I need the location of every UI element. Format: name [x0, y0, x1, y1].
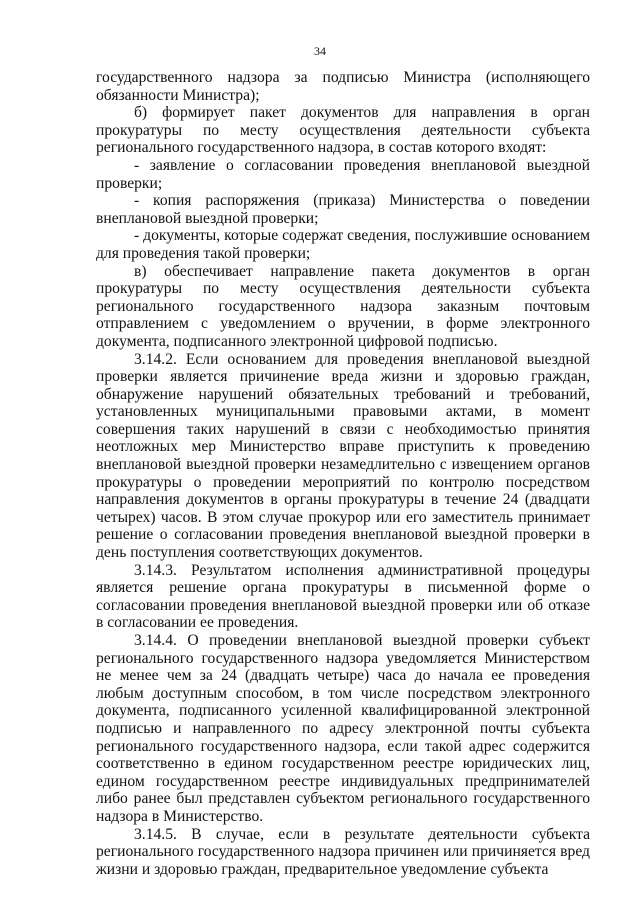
paragraph-item-b: б) формирует пакет документов для направления в орган прокуратуры по месту осуществления деятельности субъекта регионального государственного надзора, в состав которого входят:: [96, 104, 590, 157]
paragraph-3-14-4: 3.14.4. О проведении внеплановой выездной проверки субъект регионального государственного надзора уведомляется Министерством не менее чем за 24 (двадцать четыре) часа до начала ее проведения любым доступным способом, в том числе посредством электронного документа, подписанного усиленной квалифицированной электронной подписью и направленного по адресу электронной почты субъекта регионального государственного надзора, если такой адрес содержится соответственно в едином государственном реестре юридических лиц, едином государственном реестре индивидуальных предпринимателей либо ранее был представлен субъектом регионального государственного надзора в Министерство.: [96, 632, 590, 825]
paragraph-3-14-3: 3.14.3. Результатом исполнения административной процедуры является решение органа прокуратуры в письменной форме о согласовании проведения внеплановой выездной проверки или об отказе в согласовании ее проведения.: [96, 561, 590, 632]
page-number: 34: [314, 44, 326, 58]
document-body: [96, 69, 590, 878]
list-item-documents: - документы, которые содержат сведения, послужившие основанием для проведения такой проверки;: [96, 227, 590, 262]
paragraph-item-v: в) обеспечивает направление пакета документов в орган прокуратуры по месту осуществления деятельности субъекта регионального государственного надзора заказным почтовым отправлением с уведомлением о вручении, в форме электронного документа, подписанного электронной цифровой подписью.: [96, 262, 590, 350]
list-item-application: - заявление о согласовании проведения внеплановой выездной проверки;: [96, 156, 590, 192]
paragraph-3-14-5: 3.14.5. В случае, если в результате деятельности субъекта регионального государственного надзора причинен или причиняется вред жизни и здоровью граждан, предварительное уведомление субъекта: [96, 825, 590, 878]
paragraph-3-14-2: 3.14.2. Если основанием для проведения внеплановой выездной проверки является причинение вреда жизни и здоровью граждан, обнаружение нарушений обязательных требований и требований, установленных муниципальными правовыми актами, в момент совершения таких нарушений в связи с необходимостью принятия неотложных мер Министерство вправе приступить к проведению внеплановой выездной проверки незамедлительно с извещением органов прокуратуры о проведении мероприятий по контролю посредством направления документов в органы прокуратуры в течение 24 (двадцати четырех) часов. В этом случае прокурор или его заместитель принимает решение о согласовании проведения внеплановой выездной проверки в день поступления соответствующих документов.: [96, 350, 590, 562]
list-item-order-copy: - копия распоряжения (приказа) Министерства о поведении внеплановой выездной проверки;: [96, 192, 590, 227]
paragraph-continuation: государственного надзора за подписью Министра (исполняющего обязанности Министра);: [96, 69, 590, 104]
